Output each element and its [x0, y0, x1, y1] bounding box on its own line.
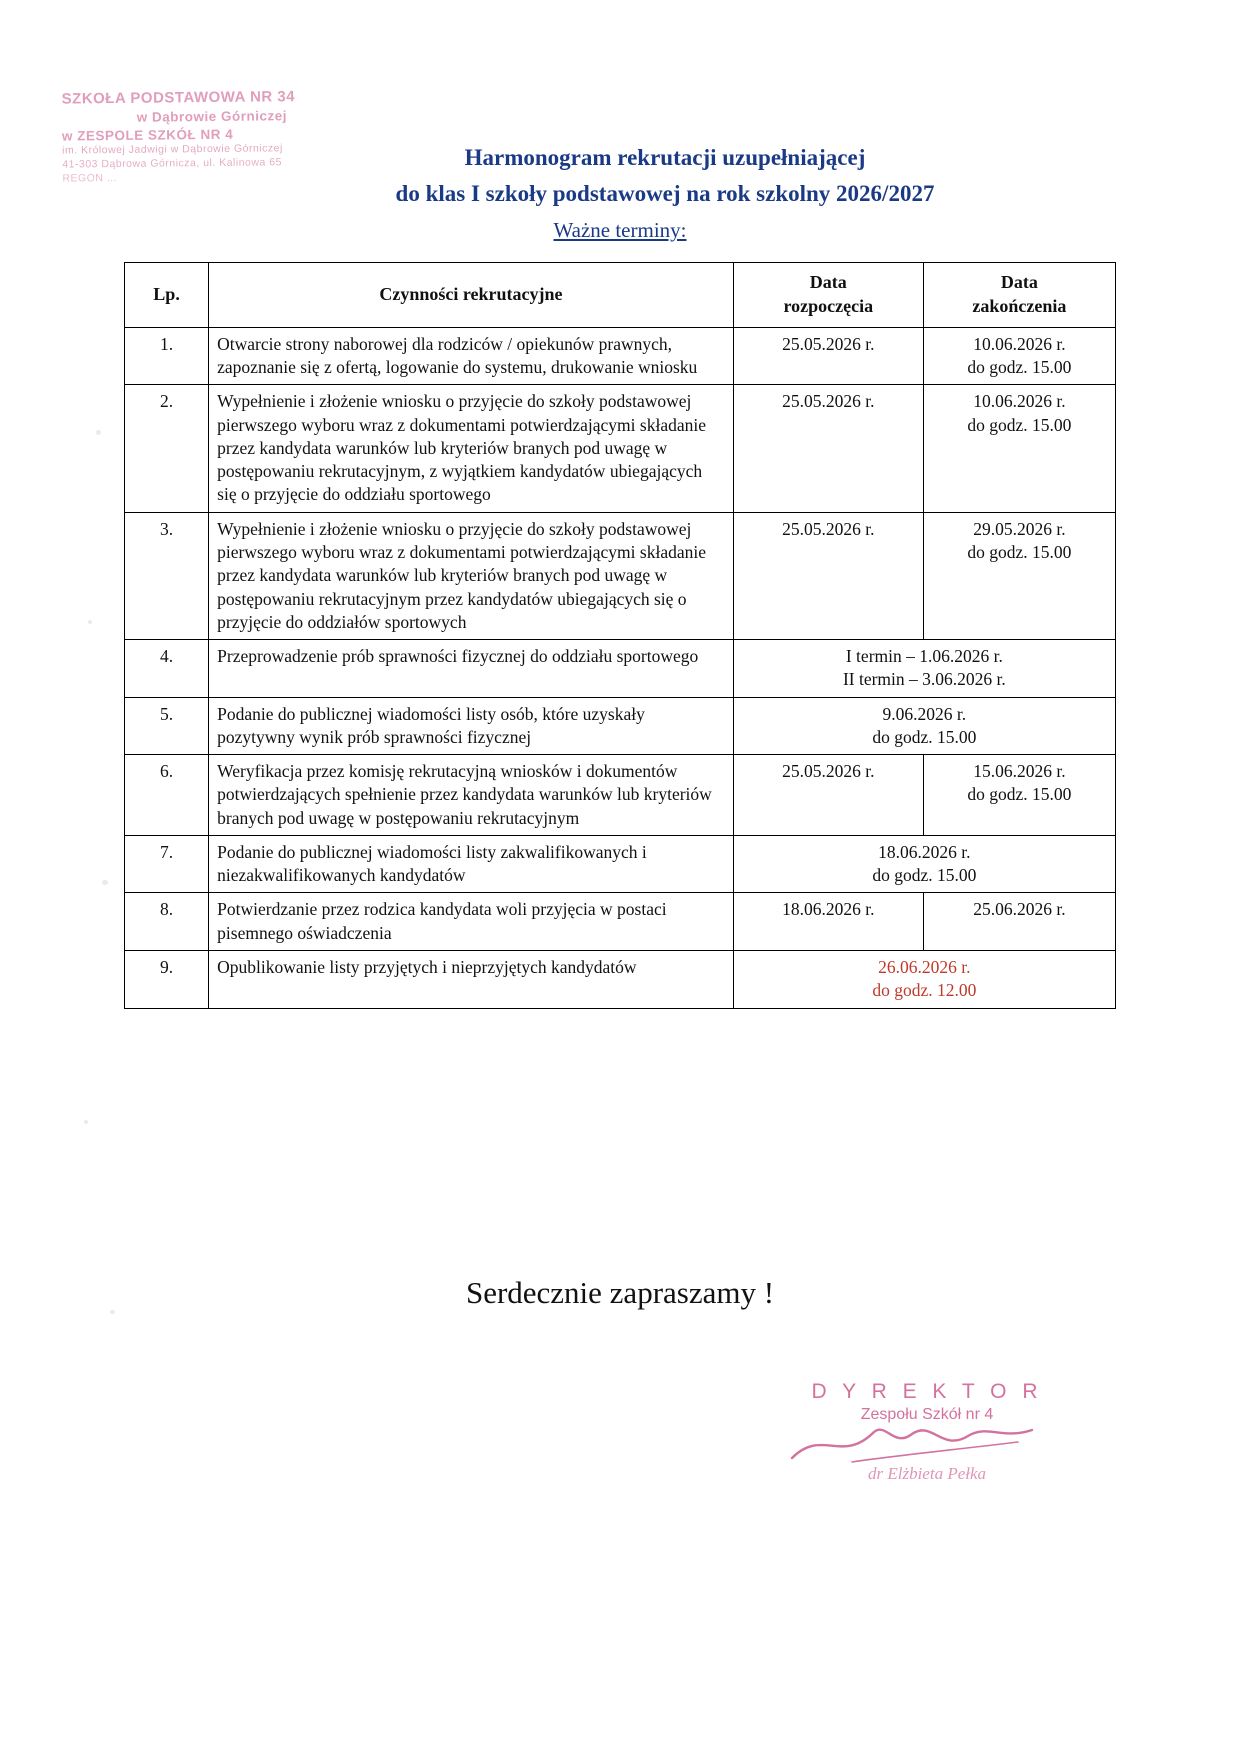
row-number: 6.	[125, 755, 209, 836]
row-date-merged-line-1: 9.06.2026 r.	[882, 703, 967, 724]
column-header-end-date-line-2: zakończenia	[972, 295, 1067, 316]
closing-invitation: Serdecznie zapraszamy !	[465, 1275, 775, 1310]
row-number: 4.	[125, 640, 209, 698]
table-header-row	[125, 263, 1116, 328]
row-number: 9.	[125, 950, 209, 1008]
row-end-date	[923, 327, 1115, 385]
table-row	[125, 327, 1116, 385]
column-header-end-date	[923, 263, 1115, 328]
table-body	[125, 327, 1116, 1008]
column-header-end-date-line-1: Data	[1000, 272, 1038, 292]
row-date-merged-line-2: do godz. 15.00	[872, 865, 977, 886]
row-end-date	[923, 755, 1115, 836]
row-number: 3.	[125, 512, 209, 639]
scan-speckle	[96, 430, 101, 435]
table-header	[125, 263, 1116, 328]
row-end-date	[923, 385, 1115, 512]
row-end-date-line-1: 10.06.2026 r.	[973, 391, 1066, 412]
row-start-date: 25.05.2026 r.	[733, 755, 923, 836]
scan-speckle	[84, 1120, 88, 1124]
page-title-line-2: do klas I szkoły podstawowej na rok szkolny 2026/2027	[395, 180, 935, 206]
row-date-merged-line-2: do godz. 15.00	[872, 726, 977, 747]
column-header-start-date	[733, 263, 923, 328]
signature-name: dr Elżbieta Pełka	[867, 1464, 987, 1483]
row-end-date-line-1: 15.06.2026 r.	[973, 761, 1066, 782]
row-date-merged-line-2: II termin – 3.06.2026 r.	[842, 669, 1006, 690]
row-end-date-line-2: do godz. 15.00	[967, 357, 1072, 378]
handwritten-signature-icon	[762, 1424, 1092, 1468]
row-task: Weryfikacja przez komisję rekrutacyjną wniosków i dokumentów potwierdzających spełnienie przez kandydata warunków lub kryteriów branych pod uwagę w postępowaniu rekrutacyjnym	[209, 755, 734, 836]
signature-block	[762, 1380, 1092, 1484]
signature-school: Zespołu Szkół nr 4	[860, 1406, 994, 1423]
row-date-merged	[733, 697, 1115, 755]
stamp-line-3: w ZESPOLE SZKÓŁ NR 4	[61, 126, 234, 144]
row-end-date-line-1: 29.05.2026 r.	[973, 518, 1066, 539]
scan-speckle	[102, 880, 108, 885]
stamp-line-6: REGON ...	[62, 172, 118, 185]
row-end-date-line-1: 10.06.2026 r.	[973, 333, 1066, 354]
row-end-date: 25.06.2026 r.	[923, 893, 1115, 951]
row-task: Podanie do publicznej wiadomości listy zakwalifikowanych i niezakwalifikowanych kandydatów	[209, 835, 734, 893]
page-title-line-1: Harmonogram rekrutacji uzupełniającej	[464, 145, 866, 170]
row-date-merged	[733, 640, 1115, 698]
stamp-line-5: 41-303 Dąbrowa Górnicza, ul. Kalinowa 65	[62, 156, 282, 171]
stamp-line-1: SZKOŁA PODSTAWOWA NR 34	[61, 88, 296, 108]
row-task: Podanie do publicznej wiadomości listy osób, które uzyskały pozytywny wynik prób sprawności fizycznej	[209, 697, 734, 755]
scan-speckle	[88, 620, 92, 624]
row-start-date: 25.05.2026 r.	[733, 385, 923, 512]
row-task: Opublikowanie listy przyjętych i nieprzyjętych kandydatów	[209, 950, 734, 1008]
table-row	[125, 640, 1116, 698]
row-date-merged	[733, 835, 1115, 893]
row-start-date: 25.05.2026 r.	[733, 512, 923, 639]
row-task: Wypełnienie i złożenie wniosku o przyjęcie do szkoły podstawowej pierwszego wyboru wraz z dokumentami potwierdzającymi składanie przez kandydata warunków lub kryteriów branych pod uwagę w postępowaniu rekrutacyjnym, z wyjątkiem kandydatów ubiegających się o przyjęcie do oddziału sportowego	[209, 385, 734, 512]
row-number: 5.	[125, 697, 209, 755]
row-task: Wypełnienie i złożenie wniosku o przyjęcie do szkoły podstawowej pierwszego wyboru wraz z dokumentami potwierdzającymi składanie przez kandydata warunków lub kryteriów branych pod uwagę w postępowaniu rekrutacyjnym przez kandydatów ubiegających się o przyjęcie do oddziałów sportowych	[209, 512, 734, 639]
column-header-task: Czynności rekrutacyjne	[209, 263, 734, 328]
row-end-date	[923, 512, 1115, 639]
table-row	[125, 385, 1116, 512]
row-start-date: 18.06.2026 r.	[733, 893, 923, 951]
row-end-date-line-2: do godz. 15.00	[967, 784, 1072, 805]
table-row	[125, 835, 1116, 893]
column-header-start-date-line-2: rozpoczęcia	[783, 295, 874, 316]
column-header-lp: Lp.	[125, 263, 209, 328]
row-number: 7.	[125, 835, 209, 893]
row-date-merged-line-1: 18.06.2026 r.	[878, 841, 971, 862]
row-number: 8.	[125, 893, 209, 951]
row-end-date-line-2: do godz. 15.00	[967, 542, 1072, 562]
table-row	[125, 512, 1116, 639]
stamp-line-4: im. Królowej Jadwigi w Dąbrowie Górniczej	[62, 142, 283, 157]
page-subtitle: Ważne terminy:	[553, 218, 687, 242]
row-date-merged	[733, 950, 1115, 1008]
signature-role: D Y R E K T O R	[811, 1380, 1043, 1403]
column-header-start-date-line-1: Data	[809, 272, 847, 292]
table-row	[125, 893, 1116, 951]
recruitment-schedule-table	[124, 262, 1116, 1009]
row-task: Przeprowadzenie prób sprawności fizycznej do oddziału sportowego	[209, 640, 734, 698]
row-end-date-line-2: do godz. 15.00	[967, 414, 1072, 435]
table-row	[125, 697, 1116, 755]
stamp-line-2: w Dąbrowie Górniczej	[136, 108, 288, 125]
table-row	[125, 755, 1116, 836]
row-number: 1.	[125, 327, 209, 385]
row-date-merged-line-1: 26.06.2026 r.	[878, 956, 971, 977]
row-number: 2.	[125, 385, 209, 512]
table-row	[125, 950, 1116, 1008]
row-task: Potwierdzanie przez rodzica kandydata woli przyjęcia w postaci pisemnego oświadczenia	[209, 893, 734, 951]
row-date-merged-line-1: I termin – 1.06.2026 r.	[845, 646, 1003, 667]
page-title	[0, 140, 1240, 211]
row-date-merged-line-2: do godz. 12.00	[872, 980, 977, 1001]
row-start-date: 25.05.2026 r.	[733, 327, 923, 385]
row-task: Otwarcie strony naborowej dla rodziców / opiekunów prawnych, zapoznanie się z ofertą, logowanie do systemu, drukowanie wniosku	[209, 327, 734, 385]
